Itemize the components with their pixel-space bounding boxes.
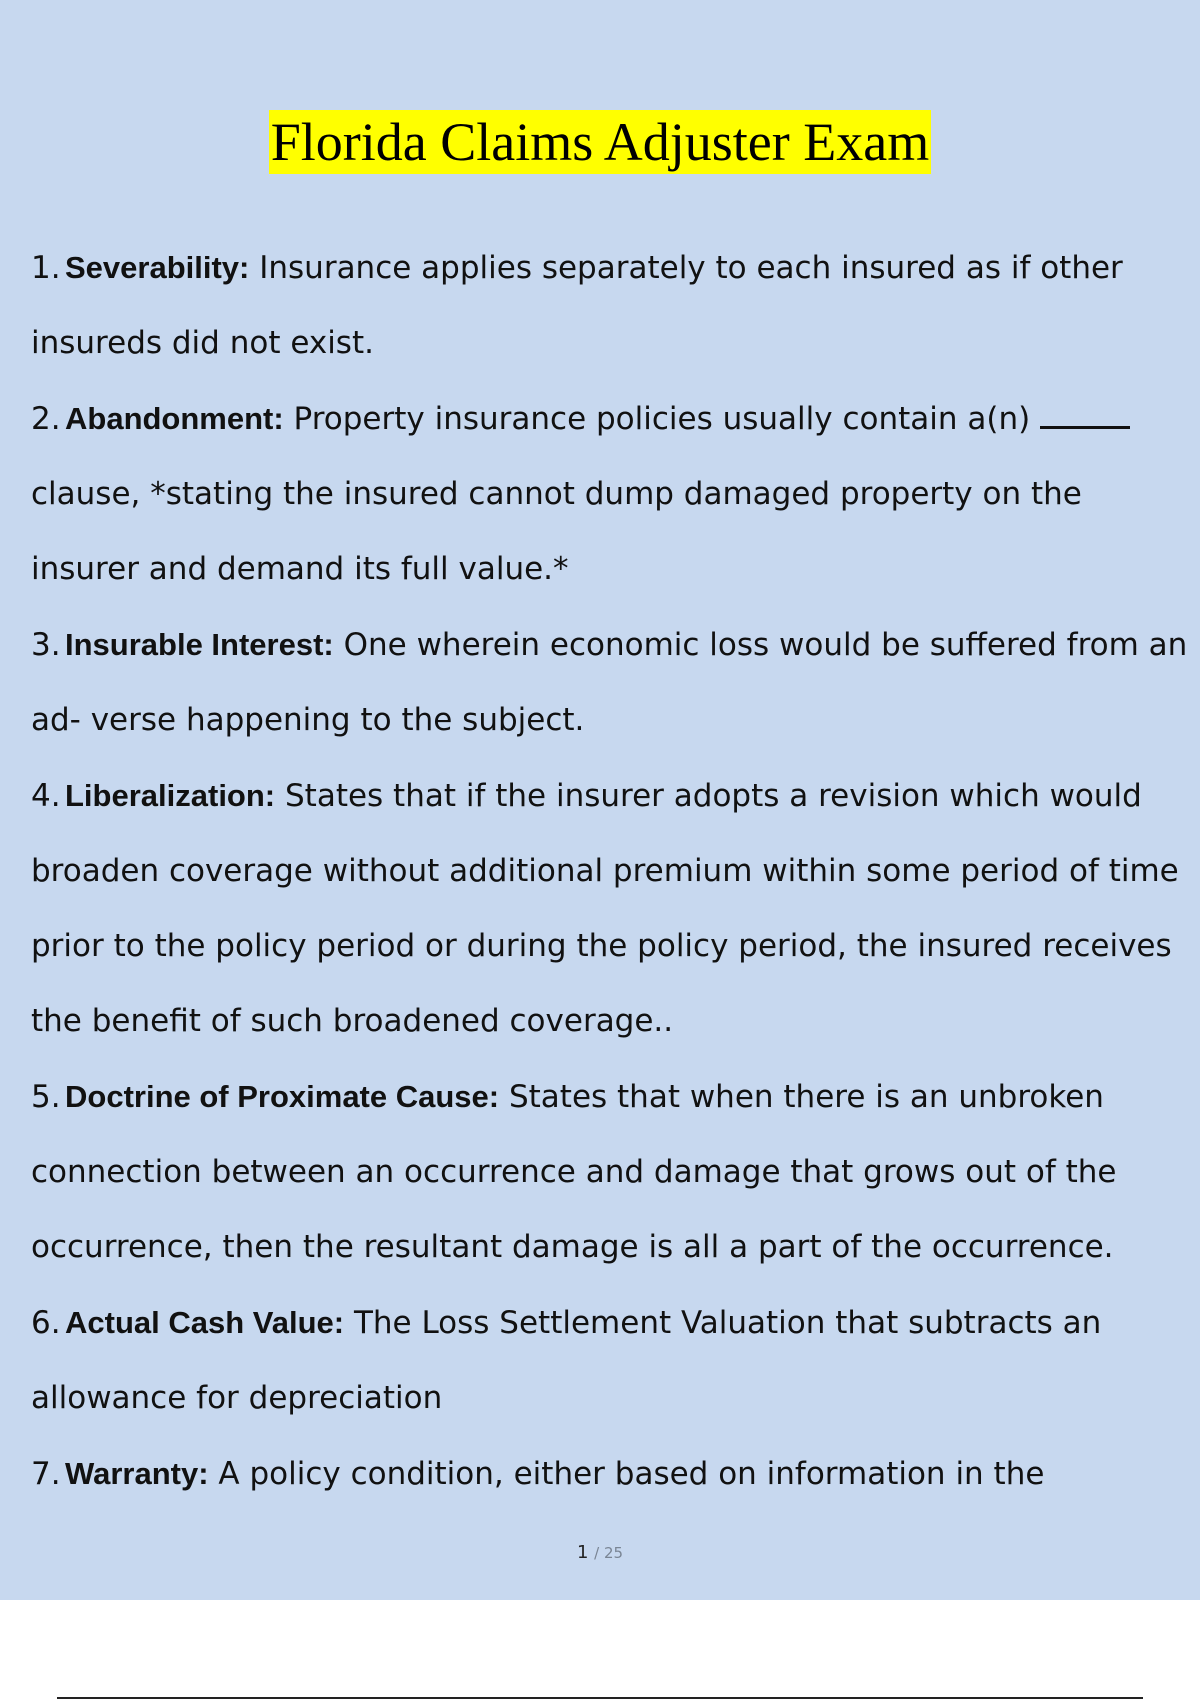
next-page-divider xyxy=(57,1697,1143,1699)
item-text: The Loss Settlement Valuation that subtracts an allowance for depreciation xyxy=(31,1305,1102,1416)
item-term: Abandonment: xyxy=(65,401,284,436)
definition-item-proximate-cause xyxy=(31,1059,1191,1285)
definition-item-insurable-interest xyxy=(31,607,1191,758)
definition-item-severability xyxy=(31,230,1191,381)
item-text: Property insurance policies usually contain a(n) xyxy=(283,401,1041,437)
item-term: Actual Cash Value: xyxy=(65,1305,345,1340)
item-text: States that when there is an unbroken connection between an occurrence and damage that grows out of the occurrence, then the resultant damage is all a part of the occurrence. xyxy=(31,1079,1117,1265)
definition-item-abandonment xyxy=(31,381,1191,607)
definition-item-actual-cash-value xyxy=(31,1285,1191,1436)
definition-item-warranty xyxy=(31,1436,1191,1512)
item-term: Warranty: xyxy=(65,1456,209,1491)
item-number: 2. xyxy=(31,401,61,437)
title-container xyxy=(0,110,1200,174)
page-indicator xyxy=(0,1542,1200,1563)
document-title: Florida Claims Adjuster Exam xyxy=(270,112,930,172)
fill-in-blank xyxy=(1040,402,1130,429)
item-number: 5. xyxy=(31,1079,61,1115)
item-number: 3. xyxy=(31,627,61,663)
definition-list xyxy=(31,230,1191,1512)
item-text: Insurance applies separately to each insured as if other insureds did not exist. xyxy=(31,250,1123,361)
definition-item-liberalization xyxy=(31,758,1191,1059)
item-term: Doctrine of Proximate Cause: xyxy=(65,1079,500,1114)
item-number: 1. xyxy=(31,250,61,286)
item-text: States that if the insurer adopts a revision which would broaden coverage without additional premium within some period of time prior to the policy period or during the policy period, the insured receives the benefit of such broadened coverage.. xyxy=(31,778,1179,1039)
total-pages: / 25 xyxy=(594,1544,624,1562)
item-text: A policy condition, either based on information in the xyxy=(208,1456,1045,1492)
item-text-continued: clause, *stating the insured cannot dump damaged property on the insurer and demand its full value.* xyxy=(31,476,1082,587)
item-term: Liberalization: xyxy=(65,778,276,813)
item-term: Insurable Interest: xyxy=(65,627,334,662)
item-term: Severability: xyxy=(65,250,250,285)
item-text: One wherein economic loss would be suffered from an ad- verse happening to the subject. xyxy=(31,627,1188,738)
item-number: 6. xyxy=(31,1305,61,1341)
item-number: 7. xyxy=(31,1456,61,1492)
item-number: 4. xyxy=(31,778,61,814)
current-page-number: 1 xyxy=(576,1542,589,1563)
